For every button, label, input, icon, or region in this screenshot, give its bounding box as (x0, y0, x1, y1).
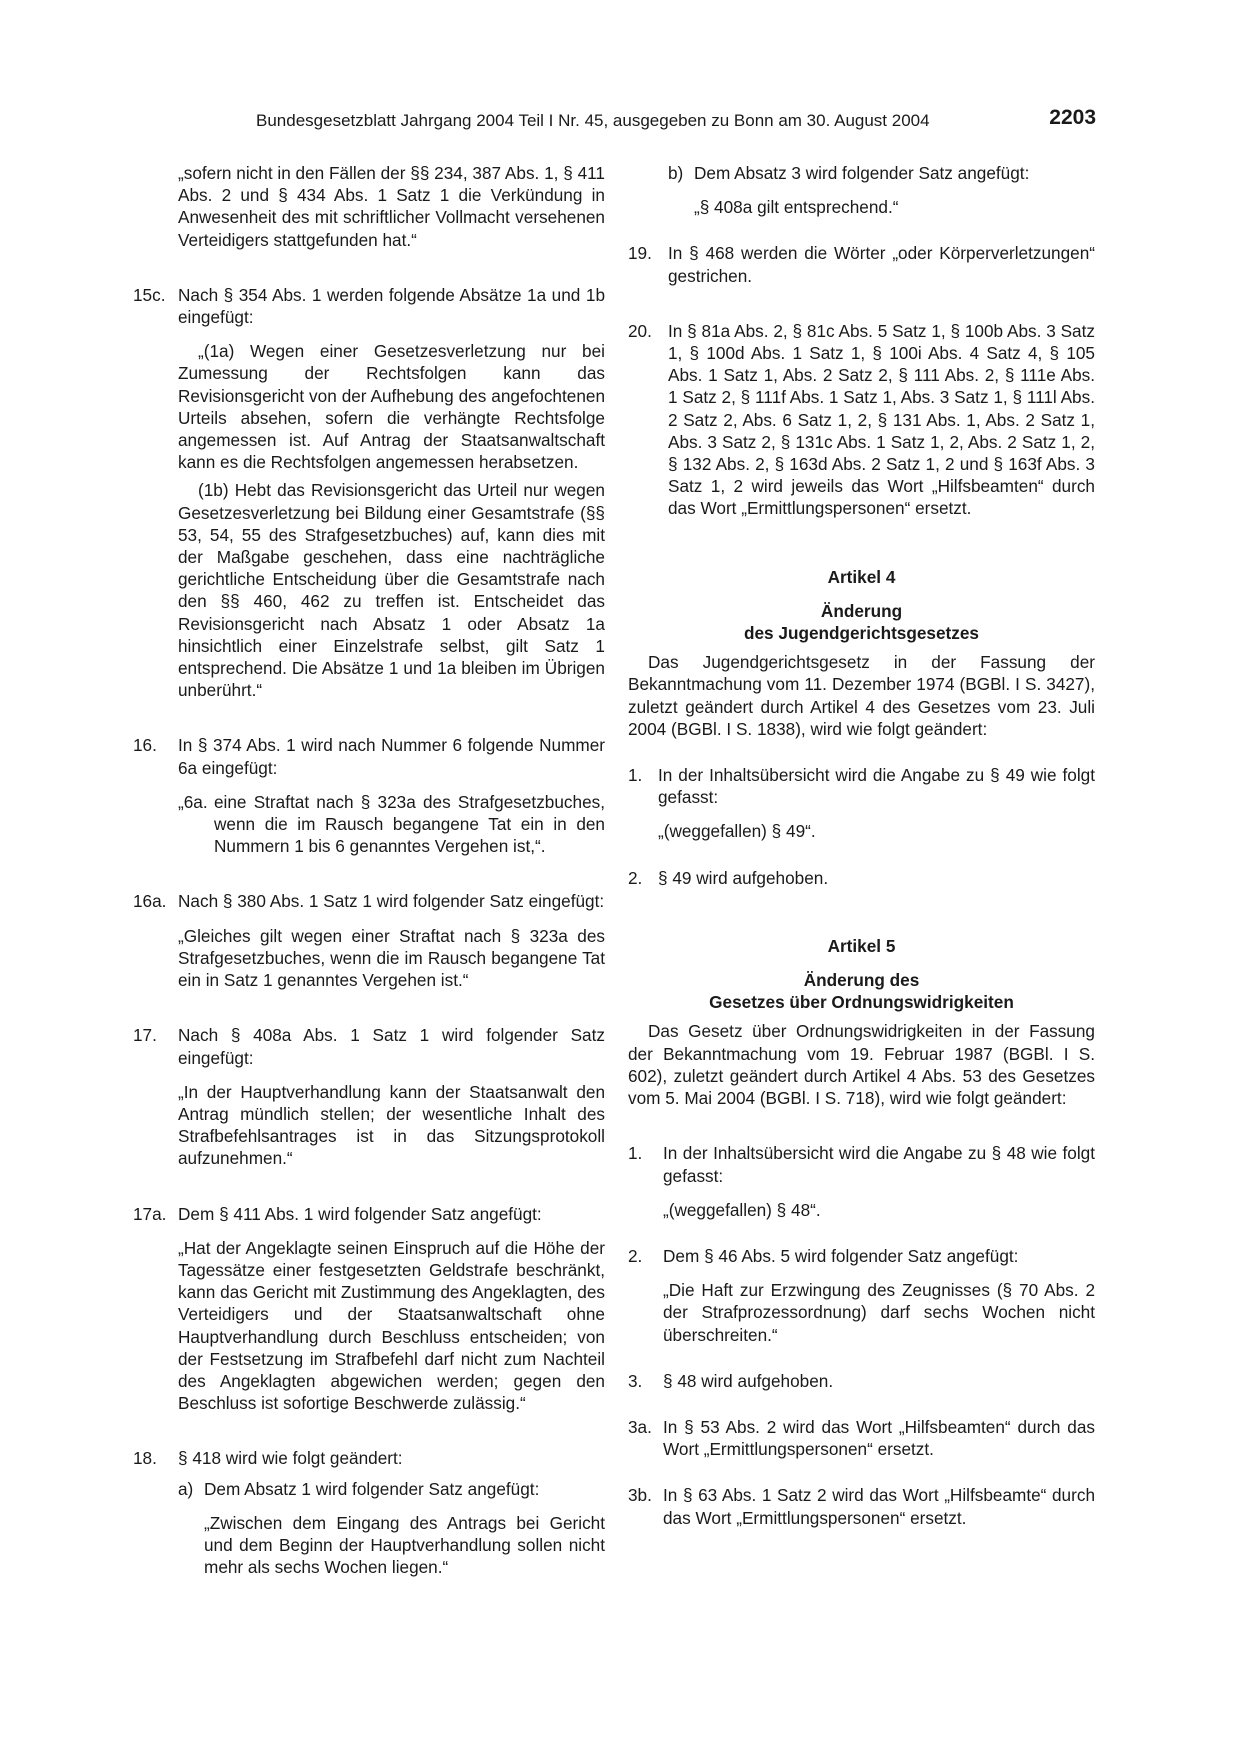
item-number: 19. (628, 243, 652, 264)
article-4-intro: Das Jugendgerichtsgesetz in der Fassung der Bekanntmachung vom 11. Dezember 1974 (BGBl. I S. 3427), zuletzt geändert durch Artikel 4 des Gesetzes vom 23. Juli 2004 (BGBl. I S. 1838), wird wie folgt geändert: (628, 652, 1095, 739)
quote-paragraph-1a: „(1a) Wegen einer Gesetzesverletzung nur bei Zumessung der Rechtsfolgen kann das Revisionsgericht von der Aufhebung des angefochtenen Urteils absehen, sofern die verhängte Rechtsfolge angemessen ist. Auf Antrag der Staatsanwaltschaft kann es die Rechtsfolgen angemessen herabsetzen. (178, 341, 605, 473)
item-text: In § 374 Abs. 1 wird nach Nummer 6 folgende Nummer 6a eingefügt: (178, 735, 605, 778)
item-quote: „(weggefallen) § 49“. (658, 821, 816, 842)
sub-item-number: „6a. (178, 791, 208, 812)
list-item-16a (133, 890, 605, 991)
list-item-17 (133, 1024, 605, 1169)
item-quote: „Die Haft zur Erzwingung des Zeugnisses (§ 70 Abs. 2 der Strafprozessordnung) darf sechs Wochen nicht überschreiten.“ (663, 1280, 1095, 1345)
item-number: 18. (133, 1448, 157, 1469)
item-quote: „In der Hauptverhandlung kann der Staatsanwalt den Antrag mündlich stellen; der wesentliche Inhalt des Strafbefehlsantrages ist in das Sitzungsprotokoll aufzunehmen.“ (178, 1081, 605, 1169)
item-number: 16a. (133, 891, 167, 912)
item-number: 16. (133, 735, 157, 756)
item-quote: „Gleiches gilt wegen einer Straftat nach § 323a des Strafgesetzbuches, wenn die im Rausch begangene Tat ein in Satz 1 genanntes Vergehen ist.“ (178, 925, 605, 991)
item-text: In § 63 Abs. 1 Satz 2 wird das Wort „Hilfsbeamte“ durch das Wort „Ermittlungspersonen“ ersetzt. (663, 1485, 1095, 1528)
intro-quote: „sofern nicht in den Fällen der §§ 234, 387 Abs. 1, § 411 Abs. 2 und § 434 Abs. 1 Satz 1 die Verkündung in Anwesenheit des mit schriftlicher Vollmacht versehenen Verteidigers stattgefunden hat.“ (178, 163, 605, 250)
page-header (0, 106, 1244, 136)
item-text: In der Inhaltsübersicht wird die Angabe zu § 49 wie folgt gefasst: (658, 765, 1095, 808)
item-number: 3a. (628, 1416, 652, 1437)
left-column (133, 162, 605, 1578)
sub-item-text: Dem Absatz 1 wird folgender Satz angefügt: (204, 1478, 540, 1499)
sub-item-number: a) (178, 1478, 194, 1499)
item-text: In § 468 werden die Wörter „oder Körperverletzungen“ gestrichen. (668, 243, 1095, 286)
item-text: In der Inhaltsübersicht wird die Angabe zu § 48 wie folgt gefasst: (663, 1143, 1095, 1186)
list-item-19 (628, 242, 1095, 286)
item-number: 3. (628, 1370, 643, 1391)
sub-item-number: b) (668, 163, 684, 183)
item-number: 1. (628, 765, 643, 786)
item-text: § 48 wird aufgehoben. (663, 1370, 834, 1391)
article-5-item-3a (628, 1416, 1095, 1460)
item-text: § 49 wird aufgehoben. (658, 867, 829, 888)
item-number: 15c. (133, 284, 166, 305)
list-item-17a (133, 1203, 605, 1415)
sub-item-a (178, 1478, 605, 1579)
item-text: In § 53 Abs. 2 wird das Wort „Hilfsbeamten“ durch das Wort „Ermittlungspersonen“ ersetzt. (663, 1416, 1095, 1460)
item-number: 17a. (133, 1203, 167, 1224)
sub-item-quote: „Zwischen dem Eingang des Antrags bei Gericht und dem Beginn der Hauptverhandlung sollen nicht mehr als sechs Wochen liegen.“ (204, 1512, 605, 1578)
item-text: In § 81a Abs. 2, § 81c Abs. 5 Satz 1, § 100b Abs. 3 Satz 1, § 100d Abs. 1 Satz 1, § 100i Abs. 4 Satz 4, § 105 Abs. 1 Satz 1, Abs. 2 Satz 2, § 111 Abs. 2, § 111e Abs. 1 Satz 2, § 111f Abs. 1 Satz 1, Abs. 3 Satz 1, § 111l Abs. 2 Satz 2, Abs. 6 Satz 1, 2, § 131 Abs. 1, Abs. 2 Satz 1, Abs. 3 Satz 2, § 131c Abs. 1 Satz 1, 2, Abs. 2 Satz 1, 2, § 132 Abs. 2, § 163d Abs. 2 Satz 1, 2 und § 163f Abs. 3 Satz 1, 2 wird jeweils das Wort „Hilfsbeamten“ durch das Wort „Ermittlungspersonen“ ersetzt. (668, 320, 1095, 519)
item-text: Dem § 46 Abs. 5 wird folgender Satz angefügt: (663, 1245, 1019, 1266)
sub-item-6a (178, 791, 605, 858)
quote-paragraph-1b: (1b) Hebt das Revisionsgericht das Urteil nur wegen Gesetzesverletzung bei Bildung einer Gesamtstrafe (§§ 53, 54, 55 des Strafgesetzbuches) auf, kann dies mit der Maßgabe geschehen, dass eine nachträgliche gerichtliche Entscheidung über die Gesamtstrafe nach den §§ 460, 462 zu treffen ist. Entscheidet das Revisionsgericht nach Absatz 1 oder Absatz 1a hinsichtlich einer Einzelstrafe selbst, gilt Satz 1 entsprechend. Die Absätze 1 und 1a bleiben im Übrigen unberührt.“ (178, 480, 605, 701)
item-text: Nach § 380 Abs. 1 Satz 1 wird folgender Satz eingefügt: (178, 891, 605, 912)
item-text: Dem § 411 Abs. 1 wird folgender Satz angefügt: (178, 1203, 542, 1224)
article-4-item-2 (628, 867, 1095, 889)
article-5-item-2 (628, 1245, 1095, 1346)
item-number: 20. (628, 320, 652, 341)
item-number: 1. (628, 1143, 643, 1164)
right-column (628, 162, 1095, 1529)
sub-item-text: Dem Absatz 3 wird folgender Satz angefügt: (694, 163, 1030, 183)
sub-item-quote: „§ 408a gilt entsprechend.“ (694, 197, 899, 218)
running-head: Bundesgesetzblatt Jahrgang 2004 Teil I Nr. 45, ausgegeben zu Bonn am 30. August 2004 (256, 111, 930, 130)
item-number: 2. (628, 1245, 643, 1266)
item-quote: „(weggefallen) § 48“. (663, 1199, 821, 1220)
item-quote: „Hat der Angeklagte seinen Einspruch auf die Höhe der Tagessätze einer festgesetzten Geldstrafe beschränkt, kann das Gericht mit Zustimmung des Angeklagten, des Verteidigers und der Staatsanwaltschaft ohne Hauptverhandlung durch Beschluss entscheiden; von der Festsetzung im Strafbefehl darf nicht zum Nachteil des Angeklagten abgewichen werden; gegen den Beschluss ist sofortige Beschwerde zulässig.“ (178, 1237, 605, 1414)
page-number: 2203 (1049, 106, 1096, 129)
article-5-title-line-2: Gesetzes über Ordnungswidrigkeiten (709, 992, 1014, 1013)
item-text: Nach § 408a Abs. 1 Satz 1 wird folgender Satz eingefügt: (178, 1025, 605, 1068)
item-number: 2. (628, 867, 643, 888)
article-5-item-1 (628, 1142, 1095, 1221)
article-5-item-3b (628, 1484, 1095, 1528)
item-number: 3b. (628, 1485, 652, 1506)
item-text: § 418 wird wie folgt geändert: (178, 1448, 403, 1469)
item-number: 17. (133, 1025, 157, 1046)
list-item-15c (133, 284, 605, 702)
list-item-18 (133, 1447, 605, 1578)
article-4-title-line-1: Änderung (820, 600, 903, 621)
sub-item-text: eine Straftat nach § 323a des Strafgesetzbuches, wenn die im Rausch begangene Tat ein in den Nummern 1 bis 6 genanntes Vergehen ist,“. (214, 791, 605, 857)
article-5-heading: Artikel 5 (827, 935, 896, 956)
list-item-20 (628, 320, 1095, 520)
list-item-16 (133, 734, 605, 857)
item-text: Nach § 354 Abs. 1 werden folgende Absätze 1a und 1b eingefügt: (178, 284, 605, 328)
sub-item-b (668, 162, 1095, 218)
article-4-title-line-2: des Jugendgerichtsgesetzes (744, 623, 979, 644)
article-5-intro: Das Gesetz über Ordnungswidrigkeiten in der Fassung der Bekanntmachung vom 19. Februar 1987 (BGBl. I S. 602), zuletzt geändert durch Artikel 4 Abs. 53 des Gesetzes vom 5. Mai 2004 (BGBl. I S. 718), wird wie folgt geändert: (628, 1021, 1095, 1109)
article-4-heading: Artikel 4 (827, 566, 896, 587)
article-5-title-line-1: Änderung des (803, 970, 920, 991)
article-4-item-1 (628, 764, 1095, 843)
article-5-item-3 (628, 1370, 1095, 1392)
